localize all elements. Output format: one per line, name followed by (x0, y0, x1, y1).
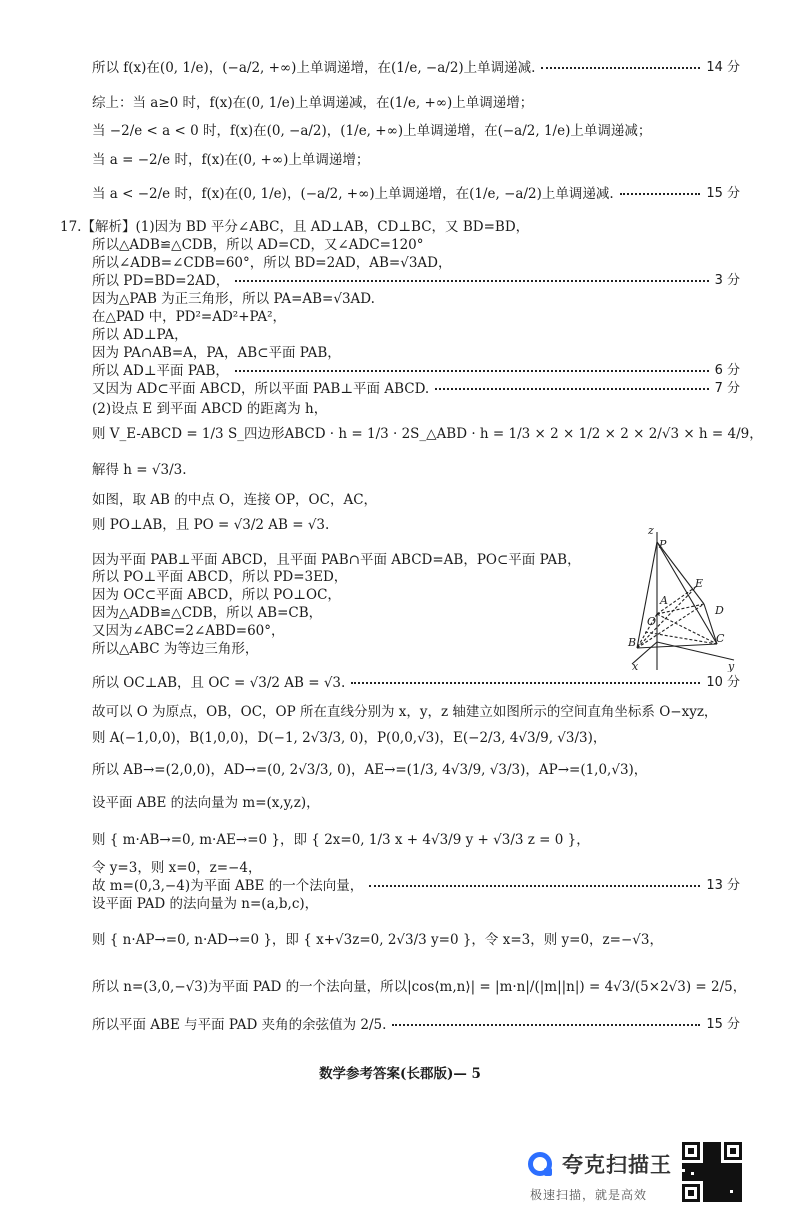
scanner-watermark (528, 1146, 678, 1206)
leader-dots (620, 193, 701, 195)
answer-line (92, 253, 740, 273)
answer-line (92, 121, 740, 141)
answer-text: 则 { n·AP→=0, n·AD→=0 }，即 { x+√3z=0, 2√3/3 y=0 }，令 x=3，则 y=0，z=−√3， (92, 932, 663, 948)
answer-text: 所以 AB→=(2,0,0)，AD→=(0, 2√3/3, 0)，AE→=(1/3, 4√3/9, √3/3)，AP→=(1,0,√3)， (92, 762, 648, 778)
answer-text: 所以 OC⊥AB，且 OC = √3/2 AB = √3. (92, 675, 346, 691)
answer-line (92, 379, 740, 399)
answer-text: 所以 AD⊥PA， (92, 327, 188, 343)
scanner-logo-icon (528, 1152, 552, 1176)
pyramid-figure (612, 522, 752, 672)
answer-line (92, 1015, 740, 1035)
answer-line (92, 399, 740, 419)
label-y: y (728, 660, 735, 672)
answer-text: 令 y=3，则 x=0，z=−4， (92, 860, 262, 876)
answer-text: 所以 n=(3,0,−√3)为平面 PAD 的一个法向量，所以|cos⟨m,n⟩| = |m·n|/(|m||n|) = 4√3/(5×2√3) = 2/5， (92, 979, 747, 995)
answer-text: 解得 h = √3/3. (92, 462, 187, 478)
score-mark: 6 分 (714, 363, 740, 378)
leader-dots (351, 682, 700, 684)
score-mark: 13 分 (706, 878, 740, 893)
answer-line (92, 361, 740, 381)
answer-text: 故 m=(0,3,−4)为平面 ABE 的一个法向量， (92, 878, 364, 894)
answer-text: 所以 AD⊥平面 PAB， (92, 363, 229, 379)
leader-dots (392, 1024, 700, 1026)
answer-text: 如图，取 AB 的中点 O，连接 OP，OC，AC， (92, 492, 378, 508)
answer-line (60, 217, 708, 237)
answer-text: 则 A(−1,0,0)，B(1,0,0)，D(−1, 2√3/3, 0)，P(0,0,√3)，E(−2/3, 4√3/9, √3/3)， (92, 730, 607, 746)
score-mark: 10 分 (706, 675, 740, 690)
answer-text: 因为平面 PAB⊥平面 ABCD，且平面 PAB∩平面 ABCD=AB，PO⊂平面 PAB， (92, 552, 581, 568)
answer-text: 设平面 PAD 的法向量为 n=(a,b,c)， (92, 896, 319, 912)
leader-dots (541, 67, 700, 69)
answer-text: 又因为 AD⊂平面 ABCD，所以平面 PAB⊥平面 ABCD. (92, 381, 430, 397)
answer-text: 因为 OC⊂平面 ABCD，所以 PO⊥OC， (92, 587, 341, 603)
answer-text: 故可以 O 为原点，OB，OC，OP 所在直线分别为 x，y，z 轴建立如图所示的空间直角坐标系 O−xyz， (92, 704, 718, 720)
answer-line (92, 894, 740, 914)
label-z: z (648, 524, 654, 537)
answer-line (92, 325, 740, 345)
answer-line (92, 858, 740, 878)
answer-line (92, 977, 747, 997)
answer-text: 所以 f(x)在(0, 1/e)，(−a/2, +∞)上单调递增，在(1/e, −a/2)上单调递减. (92, 60, 536, 76)
answer-text: 则 { m·AB→=0, m·AE→=0 }，即 { 2x=0, 1/3 x + 4√3/9 y + √3/3 z = 0 }， (92, 832, 590, 848)
answer-line (92, 424, 763, 444)
answer-line (92, 289, 740, 309)
answer-line (92, 93, 740, 113)
answer-line (92, 235, 740, 255)
label-x: x (632, 660, 639, 672)
scanner-slogan: 极速扫描，就是高效 (530, 1188, 648, 1202)
label-e: E (695, 577, 704, 590)
answer-text: 所以△ADB≌△CDB，所以 AD=CD，又∠ADC=120° (92, 237, 424, 253)
answer-line (92, 793, 740, 813)
label-o: O (647, 615, 657, 628)
leader-dots (235, 370, 709, 372)
label-d: D (715, 604, 724, 617)
label-c: C (716, 632, 725, 645)
answer-line (92, 150, 740, 170)
answer-line (92, 58, 740, 78)
answer-text: 所以 PD=BD=2AD， (92, 273, 230, 289)
answer-text: 所以 PO⊥平面 ABCD，所以 PD=3ED， (92, 569, 348, 585)
answer-line (92, 184, 740, 204)
score-mark: 15 分 (706, 1017, 740, 1032)
answer-text: 所以∠ADB=∠CDB=60°，所以 BD=2AD，AB=√3AD， (92, 255, 452, 271)
leader-dots (369, 885, 700, 887)
answer-line (92, 760, 740, 780)
answer-line (92, 876, 740, 896)
answer-line (92, 702, 740, 722)
answer-line (92, 343, 740, 363)
answer-line (92, 728, 740, 748)
answer-text: 当 a = −2/e 时，f(x)在(0, +∞)上单调递增； (92, 152, 370, 168)
answer-text: 在△PAD 中，PD²=AD²+PA²， (92, 309, 287, 325)
answer-text: 则 V_E-ABCD = 1/3 S_四边形ABCD · h = 1/3 · 2S_△ABD · h = 1/3 × 2 × 1/2 × 2 × 2/√3 × h = 4/9， (92, 426, 763, 442)
answer-text: 当 −2/e < a < 0 时，f(x)在(0, −a/2)，(1/e, +∞)上单调递增，在(−a/2, 1/e)上单调递减； (92, 123, 652, 139)
answer-line (92, 490, 740, 510)
leader-dots (435, 388, 708, 390)
answer-line (92, 673, 740, 693)
scanner-brand-name: 夸克扫描王 (562, 1153, 672, 1177)
answer-line (92, 830, 740, 850)
answer-text: 17.【解析】(1)因为 BD 平分∠ABC，且 AD⊥AB，CD⊥BC，又 BD=BD， (60, 219, 530, 235)
answer-text: 因为△ADB≌△CDB，所以 AB=CB， (92, 605, 323, 621)
label-a: A (660, 594, 668, 607)
leader-dots (235, 280, 708, 282)
score-mark: 7 分 (714, 381, 740, 396)
answer-text: 综上：当 a≥0 时，f(x)在(0, 1/e)上单调递减，在(1/e, +∞)上单调递增； (92, 95, 534, 111)
answer-text: 所以△ABC 为等边三角形， (92, 641, 259, 657)
answer-text: 所以平面 ABE 与平面 PAD 夹角的余弦值为 2/5. (92, 1017, 387, 1033)
answer-text: 因为 PA∩AB=A，PA，AB⊂平面 PAB， (92, 345, 341, 361)
score-mark: 14 分 (706, 60, 740, 75)
score-mark: 3 分 (714, 273, 740, 288)
answer-line (92, 271, 740, 291)
score-mark: 15 分 (706, 186, 740, 201)
label-b: B (628, 636, 637, 649)
answer-line (92, 460, 740, 480)
page-footer: 数学参考答案(长郡版)— 5 (319, 1066, 481, 1082)
qr-code-icon (682, 1142, 742, 1202)
answer-text: 当 a < −2/e 时，f(x)在(0, 1/e)，(−a/2, +∞)上单调递增，在(1/e, −a/2)上单调递减. (92, 186, 614, 202)
answer-text: 设平面 ABE 的法向量为 m=(x,y,z)， (92, 795, 320, 811)
answer-line (92, 930, 740, 950)
answer-text: 因为△PAB 为正三角形，所以 PA=AB=√3AD. (92, 291, 375, 307)
label-p: P (659, 538, 667, 551)
answer-text: 又因为∠ABC=2∠ABD=60°， (92, 623, 285, 639)
answer-line (92, 307, 740, 327)
answer-text: (2)设点 E 到平面 ABCD 的距离为 h， (92, 401, 328, 417)
answer-text: 则 PO⊥AB，且 PO = √3/2 AB = √3. (92, 517, 330, 533)
